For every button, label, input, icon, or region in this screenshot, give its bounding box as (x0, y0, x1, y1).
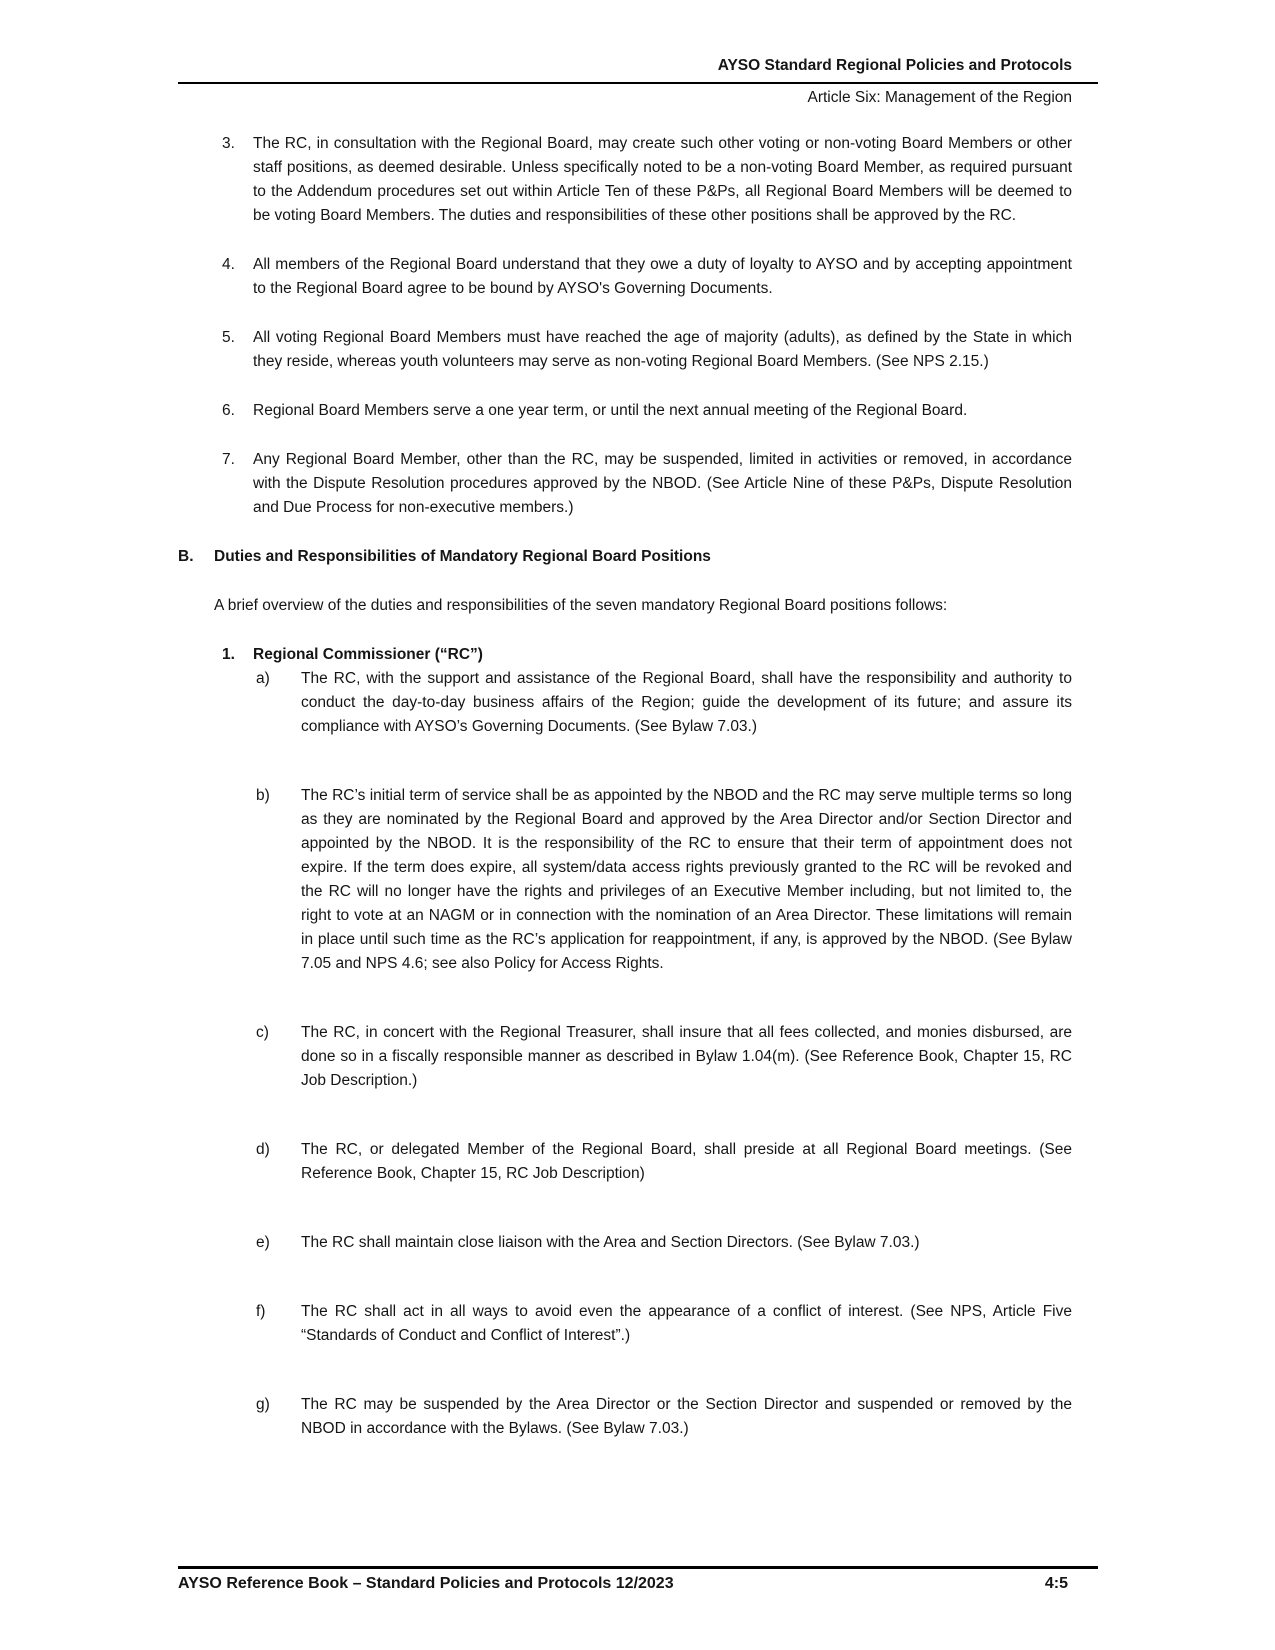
list-item-number: 6. (222, 402, 235, 419)
document-body (178, 132, 1072, 1441)
section-b-label: B. (178, 548, 194, 565)
list-item-number: 5. (222, 329, 235, 346)
list-item-text: The RC, in consultation with the Regional Board, may create such other voting or non-voting Board Members or other staff positions, as deemed desirable. Unless specifically noted to be a non-voting Board Member, as required pursuant to the Addendum procedures set out within Article Ten of these P&Ps, all Regional Board Members will be deemed to be voting Board Members. The duties and responsibilities of these other positions shall be approved by the RC. (253, 135, 1072, 224)
footer-page-number: 4:5 (1044, 1575, 1068, 1592)
sub-item-letter: e) (256, 1234, 270, 1251)
sub-item-letter: f) (256, 1303, 266, 1320)
sub-item-letter: b) (256, 787, 270, 804)
sub-item-text: The RC shall act in all ways to avoid even the appearance of a conflict of interest. (See NPS, Article Five “Standards of Conduct and Conflict of Interest”.) (301, 1303, 1072, 1344)
section-b-heading (178, 545, 1072, 569)
sub-item-f (256, 1300, 1072, 1348)
list-item-4 (222, 253, 1072, 301)
page-footer (178, 1566, 1098, 1596)
header-rule (178, 82, 1098, 84)
sub-item-e (256, 1231, 1072, 1255)
sub-item-b (256, 784, 1072, 976)
sub-item-a (256, 667, 1072, 739)
list-item-7 (222, 448, 1072, 520)
page-header (178, 0, 1098, 110)
list-item-number: 4. (222, 256, 235, 273)
sub-item-letter: g) (256, 1396, 270, 1413)
list-item-6 (222, 399, 1072, 423)
sub-item-text: The RC’s initial term of service shall be as appointed by the NBOD and the RC may serve multiple terms so long as they are nominated by the Regional Board and approved by the Area Director and/or Section Director and appointed by the NBOD. It is the responsibility of the RC to ensure that their term of appointment does not expire. If the term does expire, all system/data access rights previously granted to the RC will be revoked and the RC will no longer have the rights and privileges of an Executive Member including, but not limited to, the right to vote at an NAGM or in connection with the nomination of an Area Director. These limitations will remain in place until such time as the RC’s application for reappointment, if any, is approved by the NBOD. (See Bylaw 7.05 and NPS 4.6; see also Policy for Access Rights. (301, 787, 1072, 972)
sub-item-d (256, 1138, 1072, 1186)
list-item-text: All voting Regional Board Members must have reached the age of majority (adults), as defined by the State in which they reside, whereas youth volunteers may serve as non-voting Regional Board Members. (See NPS 2.15.) (253, 329, 1072, 370)
header-subtitle: Article Six: Management of the Region (807, 89, 1072, 106)
list-item-number: 3. (222, 135, 235, 152)
sub-item-text: The RC, or delegated Member of the Regional Board, shall preside at all Regional Board meetings. (See Reference Book, Chapter 15, RC Job Description) (301, 1141, 1072, 1182)
position-1-title: Regional Commissioner (“RC”) (253, 646, 483, 663)
list-item-5 (222, 326, 1072, 374)
list-item-text: Regional Board Members serve a one year term, or until the next annual meeting of the Regional Board. (253, 402, 968, 419)
section-b-title: Duties and Responsibilities of Mandatory Regional Board Positions (214, 548, 711, 565)
header-title: AYSO Standard Regional Policies and Protocols (717, 57, 1072, 74)
sub-item-g (256, 1393, 1072, 1441)
position-1-heading (222, 643, 1072, 667)
position-1-number: 1. (222, 646, 235, 663)
list-item-text: Any Regional Board Member, other than the RC, may be suspended, limited in activities or removed, in accordance with the Dispute Resolution procedures approved by the NBOD. (See Article Nine of these P&Ps, Dispute Resolution and Due Process for non-executive members.) (253, 451, 1072, 516)
section-b-intro: A brief overview of the duties and responsibilities of the seven mandatory Regional Board positions follows: (214, 597, 948, 614)
sub-item-letter: a) (256, 670, 270, 687)
list-item-number: 7. (222, 451, 235, 468)
sub-item-text: The RC, with the support and assistance of the Regional Board, shall have the responsibility and authority to conduct the day-to-day business affairs of the Region; guide the development of its future; and assure its compliance with AYSO’s Governing Documents. (See Bylaw 7.03.) (301, 670, 1072, 735)
sub-item-letter: d) (256, 1141, 270, 1158)
list-item-3 (222, 132, 1072, 228)
sub-item-letter: c) (256, 1024, 269, 1041)
sub-item-text: The RC may be suspended by the Area Director or the Section Director and suspended or removed by the NBOD in accordance with the Bylaws. (See Bylaw 7.03.) (301, 1396, 1072, 1437)
sub-item-text: The RC, in concert with the Regional Treasurer, shall insure that all fees collected, and monies disbursed, are done so in a fiscally responsible manner as described in Bylaw 1.04(m). (See Reference Book, Chapter 15, RC Job Description.) (301, 1024, 1072, 1089)
list-item-text: All members of the Regional Board understand that they owe a duty of loyalty to AYSO and by accepting appointment to the Regional Board agree to be bound by AYSO's Governing Documents. (253, 256, 1072, 297)
footer-rule (178, 1566, 1098, 1569)
footer-document-title: AYSO Reference Book – Standard Policies and Protocols 12/2023 (178, 1575, 674, 1592)
sub-item-text: The RC shall maintain close liaison with the Area and Section Directors. (See Bylaw 7.03.) (301, 1234, 920, 1251)
sub-item-c (256, 1021, 1072, 1093)
